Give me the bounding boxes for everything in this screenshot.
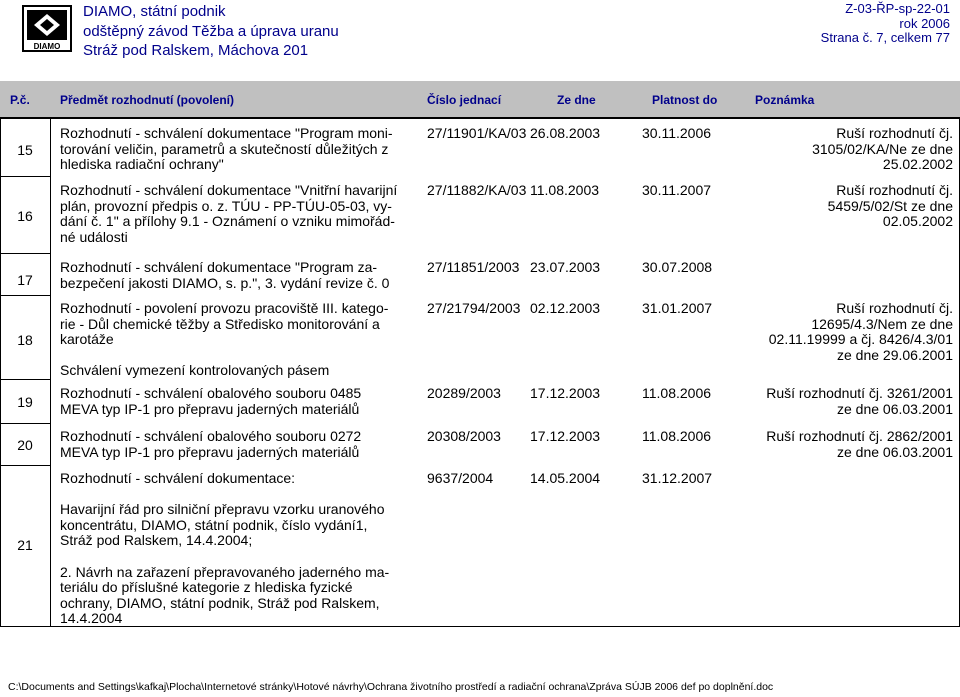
row-reference: 20289/2003	[427, 385, 501, 401]
svg-text:DIAMO: DIAMO	[33, 42, 61, 51]
row-date: 02.12.2003	[530, 300, 601, 316]
document-code: Z-03-ŘP-sp-22-01	[845, 1, 950, 16]
row-valid: 11.08.2006	[642, 428, 712, 444]
row-valid: 30.07.2008	[642, 259, 713, 275]
col-subject: Předmět rozhodnutí (povolení)	[60, 93, 234, 107]
table-body	[0, 119, 960, 627]
row-date: 23.07.2003	[530, 259, 601, 275]
row-number: 17	[17, 272, 33, 288]
row-divider	[0, 423, 50, 424]
row-subject: Rozhodnutí - schválení obalového souboru 0485 MEVA typ IP-1 pro přepravu jaderných materiálů	[60, 385, 362, 417]
row-date: 17.12.2003	[530, 428, 601, 444]
row-reference: 27/21794/2003	[427, 300, 521, 316]
page-header	[0, 0, 960, 64]
col-number: P.č.	[10, 93, 30, 107]
col-reference: Číslo jednací	[427, 93, 502, 107]
row-reference: 27/11901/KA/03	[427, 125, 527, 141]
row-subject: Rozhodnutí - povolení provozu pracoviště III. katego- rie - Důl chemické těžby a Středisko monitorování a karotáže Schválení vymezení kontrolovaných pásem	[60, 300, 389, 379]
row-note: Ruší rozhodnutí čj. 3261/2001 ze dne 06.03.2001	[766, 385, 953, 417]
organization-block	[83, 2, 339, 61]
row-divider	[0, 176, 50, 177]
row-reference: 20308/2003	[427, 428, 501, 444]
row-number: 16	[17, 208, 33, 224]
row-number: 21	[17, 537, 33, 553]
row-date: 14.05.2004	[530, 470, 601, 486]
col-valid: Platnost do	[652, 93, 718, 107]
row-date: 17.12.2003	[530, 385, 601, 401]
col-date: Ze dne	[557, 93, 596, 107]
row-number: 15	[17, 142, 33, 158]
row-subject: Rozhodnutí - schválení dokumentace "Program za- bezpečení jakosti DIAMO, s. p.", 3. vydání revize č. 0	[60, 259, 390, 291]
page-number: Strana č. 7, celkem 77	[820, 30, 950, 45]
row-subject: Rozhodnutí - schválení dokumentace "Vnitřní havarijní plán, provozní předpis o. z. TÚU - PP-TÚU-05-03, vy- dání č. 1" a přílohy 9.1 - Oznámení o vzniku mimořád- né události	[60, 182, 398, 245]
row-number: 19	[17, 394, 33, 410]
file-path-footer: C:\Documents and Settings\kafkaj\Plocha\Internetové stránky\Hotové návrhy\Ochrana životního prostředí a radiační ochrana\Zpráva SÚJB 2006 def po doplnění.doc	[8, 681, 774, 693]
table-header	[0, 81, 960, 119]
org-division: odštěpný závod Těžba a úprava uranu	[83, 22, 339, 40]
row-valid: 31.12.2007	[642, 470, 713, 486]
row-note: Ruší rozhodnutí čj. 5459/5/02/St ze dne 02.05.2002	[827, 182, 953, 230]
row-divider	[0, 253, 50, 254]
row-note: Ruší rozhodnutí čj. 3105/02/KA/Ne ze dne 25.02.2002	[812, 125, 953, 173]
row-reference: 9637/2004	[427, 470, 494, 486]
row-valid: 31.01.2007	[642, 300, 713, 316]
row-note: Ruší rozhodnutí čj. 12695/4.3/Nem ze dne 02.11.19999 a čj. 8426/4.3/01 ze dne 29.06.2001	[768, 300, 953, 363]
row-valid: 30.11.2006	[642, 125, 712, 141]
diamo-logo	[22, 5, 72, 52]
org-address: Stráž pod Ralskem, Máchova 201	[83, 42, 309, 59]
row-valid: 30.11.2007	[642, 182, 712, 198]
document-info	[821, 2, 950, 46]
document-year: rok 2006	[899, 15, 950, 31]
row-subject: Rozhodnutí - schválení dokumentace: Havarijní řád pro silniční přepravu vzorku uranového koncentrátu, DIAMO, státní podnik, číslo vydání1, Stráž pod Ralskem, 14.4.2004; 2. Návrh na zařazení přepravovaného jaderného ma- teriálu do příslušné kategorie z hlediska fyzické ochrany, DIAMO, státní podnik, Stráž pod Ralskem, 14.4.2004	[60, 470, 390, 627]
row-divider	[0, 379, 50, 380]
row-valid: 11.08.2006	[642, 385, 712, 401]
col-note: Poznámka	[755, 93, 815, 107]
row-number: 18	[17, 332, 33, 348]
row-divider	[0, 295, 50, 296]
row-divider	[0, 465, 50, 466]
row-date: 26.08.2003	[530, 125, 601, 141]
row-date: 11.08.2003	[530, 182, 600, 198]
row-note: Ruší rozhodnutí čj. 2862/2001 ze dne 06.03.2001	[766, 428, 953, 460]
row-subject: Rozhodnutí - schválení dokumentace "Program moni- torování veličin, parametrů a skutečností důležitých z hlediska radiační ochrany"	[60, 125, 393, 173]
row-reference: 27/11851/2003	[427, 259, 520, 275]
table-divider	[50, 119, 51, 626]
row-number: 20	[17, 437, 33, 453]
row-subject: Rozhodnutí - schválení obalového souboru 0272 MEVA typ IP-1 pro přepravu jaderných materiálů	[60, 428, 362, 460]
row-reference: 27/11882/KA/03	[427, 182, 527, 198]
org-name: DIAMO, státní podnik	[83, 3, 226, 20]
